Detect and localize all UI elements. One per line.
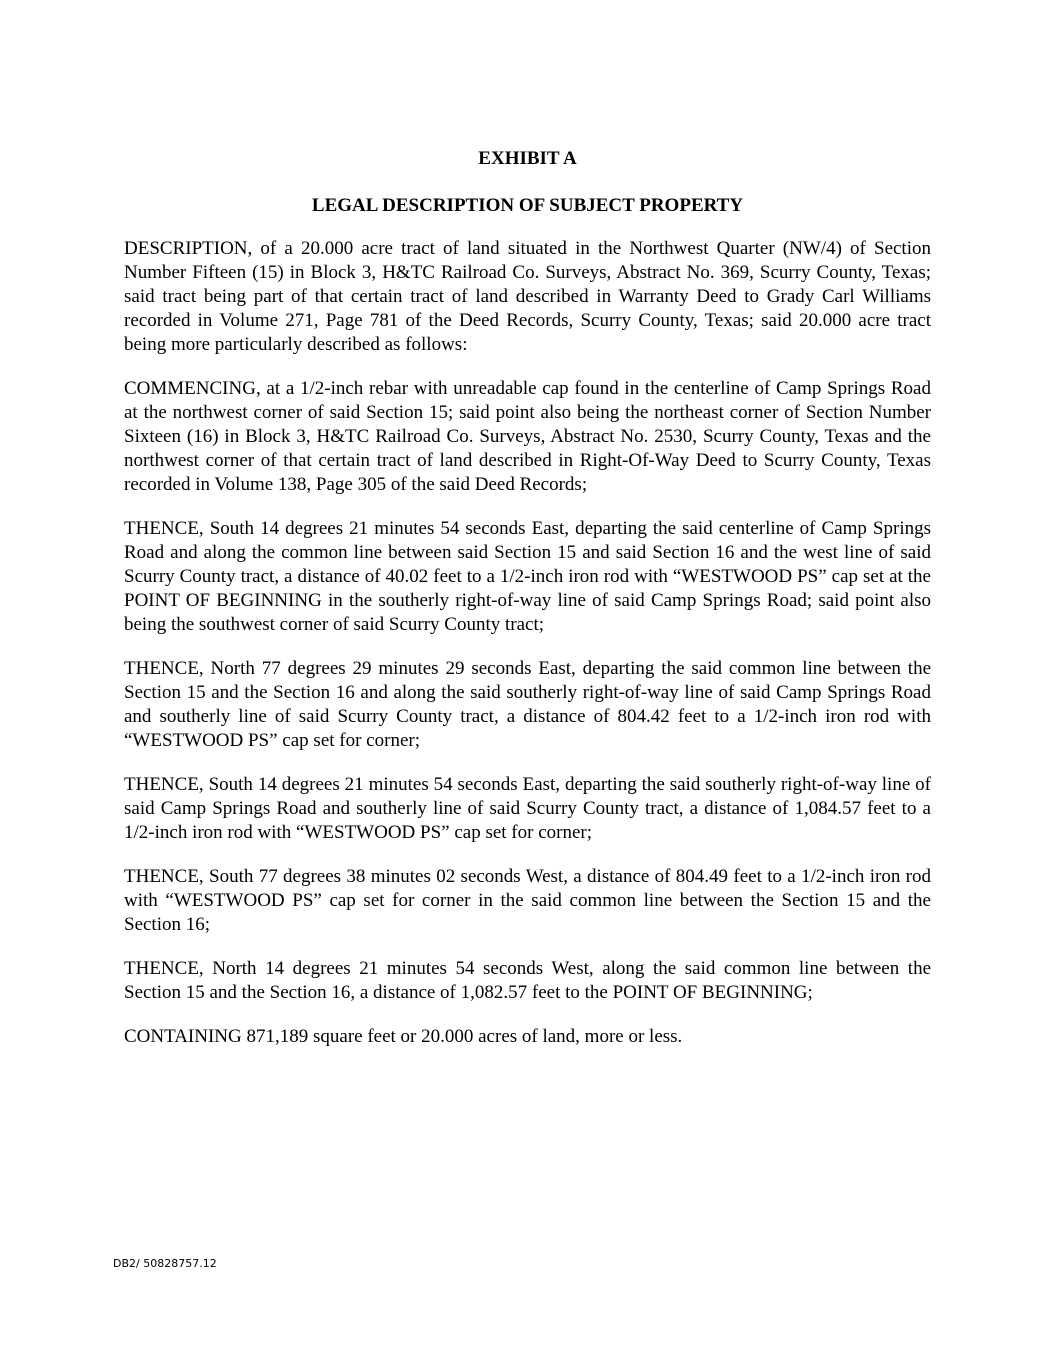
thence-paragraph-5: THENCE, North 14 degrees 21 minutes 54 seconds West, along the said common line between the Section 15 and the Section 16, a distance of 1,082.57 feet to the POINT OF BEGINNING;	[124, 958, 931, 1003]
legal-description-body	[124, 237, 931, 1069]
exhibit-title: EXHIBIT A	[478, 148, 577, 169]
document-footer-code: DB2/ 50828757.12	[113, 1257, 217, 1270]
thence-paragraph-1: THENCE, South 14 degrees 21 minutes 54 seconds East, departing the said centerline of Camp Springs Road and along the common line between said Section 15 and said Section 16 and the west line of said Scurry County tract, a distance of 40.02 feet to a 1/2-inch iron rod with “WESTWOOD PS” cap set at the POINT OF BEGINNING in the southerly right-of-way line of said Camp Springs Road; said point also being the southwest corner of said Scurry County tract;	[124, 518, 931, 635]
thence-paragraph-2: THENCE, North 77 degrees 29 minutes 29 seconds East, departing the said common line between the Section 15 and the Section 16 and along the said southerly right-of-way line of said Camp Springs Road and southerly line of said Scurry County tract, a distance of 804.42 feet to a 1/2-inch iron rod with “WESTWOOD PS” cap set for corner;	[124, 658, 931, 751]
thence-paragraph-3: THENCE, South 14 degrees 21 minutes 54 seconds East, departing the said southerly right-of-way line of said Camp Springs Road and southerly line of said Scurry County tract, a distance of 1,084.57 feet to a 1/2-inch iron rod with “WESTWOOD PS” cap set for corner;	[124, 774, 931, 843]
commencing-paragraph: COMMENCING, at a 1/2-inch rebar with unreadable cap found in the centerline of Camp Springs Road at the northwest corner of said Section 15; said point also being the northeast corner of Section Number Sixteen (16) in Block 3, H&TC Railroad Co. Surveys, Abstract No. 2530, Scurry County, Texas and the northwest corner of that certain tract of land described in Right-Of-Way Deed to Scurry County, Texas recorded in Volume 138, Page 305 of the said Deed Records;	[124, 378, 931, 495]
legal-description-heading: LEGAL DESCRIPTION OF SUBJECT PROPERTY	[311, 195, 744, 216]
containing-paragraph: CONTAINING 871,189 square feet or 20.000 acres of land, more or less.	[124, 1026, 683, 1047]
thence-paragraph-4: THENCE, South 77 degrees 38 minutes 02 seconds West, a distance of 804.49 feet to a 1/2-inch iron rod with “WESTWOOD PS” cap set for corner in the said common line between the Section 15 and the Section 16;	[124, 866, 931, 935]
description-paragraph: DESCRIPTION, of a 20.000 acre tract of land situated in the Northwest Quarter (NW/4) of Section Number Fifteen (15) in Block 3, H&TC Railroad Co. Surveys, Abstract No. 369, Scurry County, Texas; said tract being part of that certain tract of land described in Warranty Deed to Grady Carl Williams recorded in Volume 271, Page 781 of the Deed Records, Scurry County, Texas; said 20.000 acre tract being more particularly described as follows:	[124, 238, 931, 355]
